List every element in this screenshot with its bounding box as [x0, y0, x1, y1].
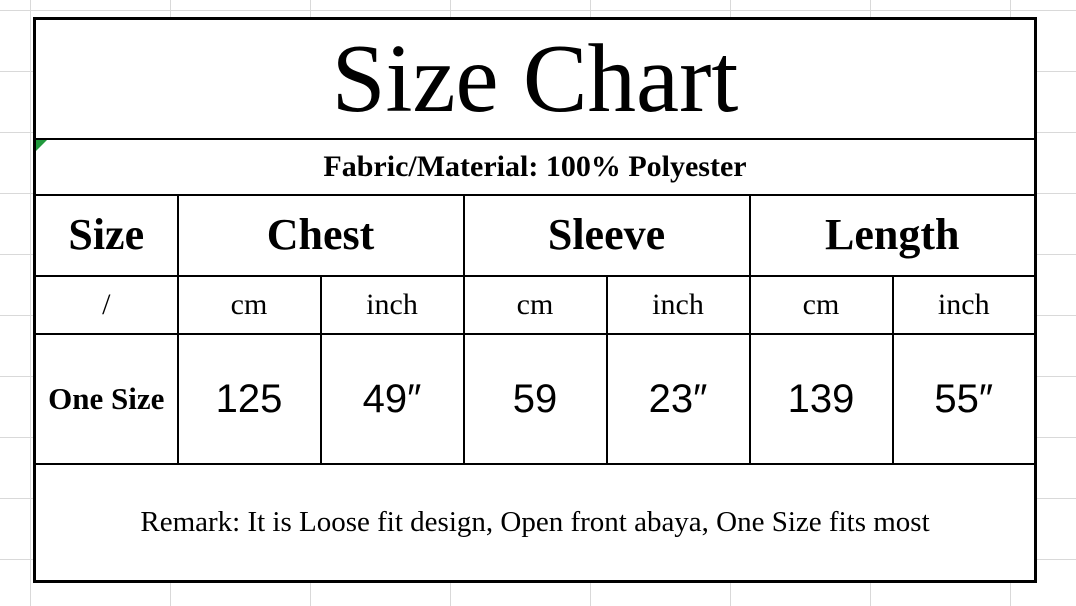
value-chest-inch: 49″ — [321, 334, 464, 464]
value-length-cm: 139 — [750, 334, 893, 464]
column-header-sleeve: Sleeve — [464, 195, 750, 276]
unit-cell-length-inch: inch — [893, 276, 1036, 334]
value-sleeve-inch: 23″ — [607, 334, 750, 464]
unit-cell-sleeve-cm: cm — [464, 276, 607, 334]
fabric-material-note-cell — [35, 139, 1036, 195]
size-row-label: One Size — [35, 334, 178, 464]
page-title: Size Chart — [35, 19, 1036, 139]
value-sleeve-cm: 59 — [464, 334, 607, 464]
column-header-length: Length — [750, 195, 1036, 276]
value-chest-cm: 125 — [178, 334, 321, 464]
unit-cell-length-cm: cm — [750, 276, 893, 334]
unit-cell-sleeve-inch: inch — [607, 276, 750, 334]
unit-cell-chest-cm: cm — [178, 276, 321, 334]
cell-error-indicator-icon — [36, 140, 47, 151]
column-header-size: Size — [35, 195, 178, 276]
size-chart-table-container — [33, 17, 1037, 583]
remark-note: Remark: It is Loose fit design, Open front abaya, One Size fits most — [35, 464, 1036, 582]
unit-cell-size: / — [35, 276, 178, 334]
fabric-material-note: Fabric/Material: 100% Polyester — [323, 149, 747, 183]
size-chart-table — [33, 17, 1037, 583]
unit-cell-chest-inch: inch — [321, 276, 464, 334]
column-header-chest: Chest — [178, 195, 464, 276]
value-length-inch: 55″ — [893, 334, 1036, 464]
